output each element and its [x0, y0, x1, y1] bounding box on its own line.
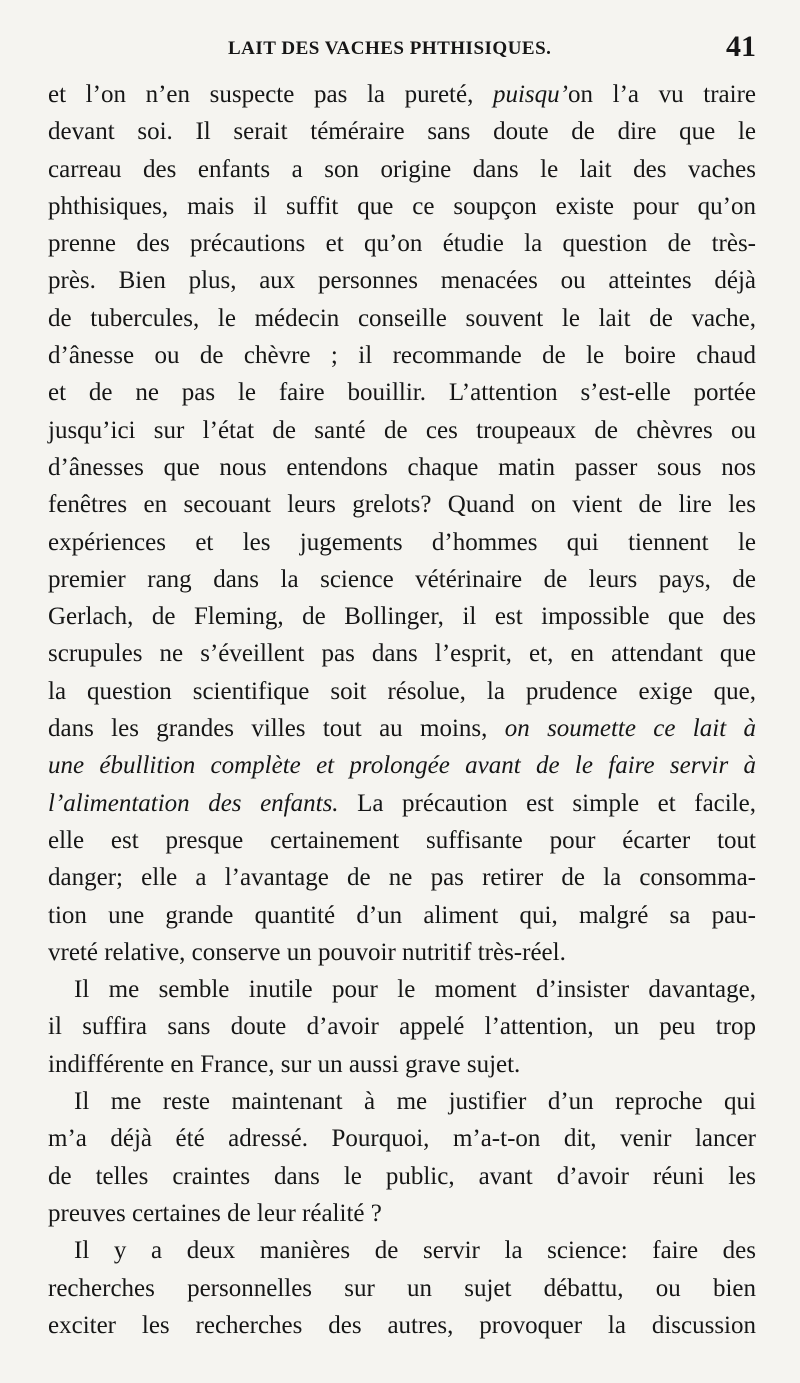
- text-segment: phthisiques, mais il suffit que ce soupçon existe pour qu’on: [48, 192, 756, 220]
- text-line: [48, 934, 756, 971]
- text-segment: recherches personnelles sur un sujet débattu, ou bien: [48, 1274, 756, 1302]
- text-segment: tion une grande quantité d’un aliment qui, malgré sa pau-: [48, 901, 756, 929]
- text-line: [48, 1232, 756, 1269]
- text-segment: devant soi. Il serait téméraire sans doute de dire que le: [48, 118, 756, 146]
- text-line: [48, 225, 756, 262]
- text-segment: jusqu’ici sur l’état de santé de ces troupeaux de chèvres ou: [48, 416, 756, 444]
- text-segment: m’a déjà été adressé. Pourquoi, m’a-t-on dit, venir lancer: [48, 1125, 756, 1153]
- text-segment: Il y a deux manières de servir la science: faire des: [74, 1237, 756, 1265]
- text-line: [48, 673, 756, 710]
- text-line: [48, 598, 756, 635]
- text-line: [48, 971, 756, 1008]
- text-segment: et de ne pas le faire bouillir. L’attention s’est-elle portée: [48, 379, 756, 407]
- text-segment: preuves certaines de leur réalité ?: [48, 1199, 382, 1227]
- text-line: [48, 1195, 756, 1232]
- text-segment: elle est presque certainement suffisante pour écarter tout: [48, 826, 756, 854]
- text-line: [48, 262, 756, 299]
- text-line: [48, 337, 756, 374]
- text-segment: La précaution est simple et facile,: [338, 789, 756, 817]
- text-segment: dans les grandes villes tout au moins,: [48, 715, 505, 743]
- text-segment: d’ânesses que nous entendons chaque matin passer sous nos: [48, 453, 756, 481]
- text-segment: Il me semble inutile pour le moment d’insister davantage,: [74, 976, 756, 1004]
- text-line: [48, 374, 756, 411]
- text-line: [48, 710, 756, 747]
- text-segment: Il me reste maintenant à me justifier d’un reproche qui: [74, 1088, 756, 1116]
- running-title: LAIT DES VACHES PHTHISIQUES.: [228, 38, 552, 59]
- text-line: [48, 859, 756, 896]
- text-line: [48, 1270, 756, 1307]
- text-segment: la question scientifique soit résolue, la prudence exige que,: [48, 677, 756, 705]
- text-line: [48, 188, 756, 225]
- text-line: [48, 1008, 756, 1045]
- text-segment: exciter les recherches des autres, provoquer la discussion: [48, 1311, 756, 1339]
- text-line: [48, 486, 756, 523]
- text-line: [48, 300, 756, 337]
- italic-segment: on soumette ce lait à: [504, 715, 756, 743]
- text-line: [48, 524, 756, 561]
- text-line: [48, 1307, 756, 1344]
- page-header: [48, 30, 756, 70]
- text-segment: et l’on n’en suspecte pas la pureté,: [48, 81, 493, 108]
- body-text: [48, 76, 756, 1344]
- text-line: [48, 1046, 756, 1083]
- text-line: [48, 822, 756, 859]
- text-segment: d’ânesse ou de chèvre ; il recommande de le boire chaud: [48, 342, 756, 370]
- text-line: [48, 897, 756, 934]
- text-line: [48, 1158, 756, 1195]
- text-line: [48, 449, 756, 486]
- text-segment: on l’a vu traire: [567, 81, 756, 108]
- text-segment: scrupules ne s’éveillent pas dans l’esprit, et, en attendant que: [48, 640, 756, 668]
- text-line: [48, 76, 756, 113]
- text-segment: il suffira sans doute d’avoir appelé l’attention, un peu trop: [48, 1013, 756, 1041]
- text-line: [48, 747, 756, 784]
- text-segment: carreau des enfants a son origine dans le lait des vaches: [48, 155, 756, 183]
- text-segment: Gerlach, de Fleming, de Bollinger, il est impossible que des: [48, 603, 756, 631]
- italic-segment: puisqu’: [492, 81, 568, 108]
- text-line: [48, 635, 756, 672]
- text-line: [48, 1120, 756, 1157]
- italic-segment: une ébullition complète et prolongée avant de le faire servir à: [48, 752, 756, 780]
- text-segment: danger; elle a l’avantage de ne pas retirer de la consomma-: [48, 864, 756, 892]
- text-line: [48, 561, 756, 598]
- text-segment: vreté relative, conserve un pouvoir nutritif très-réel.: [48, 938, 566, 966]
- page-number: 41: [726, 30, 756, 63]
- text-segment: de tubercules, le médecin conseille souvent le lait de vache,: [48, 304, 756, 332]
- text-line: [48, 151, 756, 188]
- italic-segment: l’alimentation des enfants.: [48, 789, 339, 817]
- text-segment: premier rang dans la science vétérinaire de leurs pays, de: [48, 565, 756, 593]
- text-segment: de telles craintes dans le public, avant d’avoir réuni les: [48, 1162, 756, 1190]
- text-line: [48, 113, 756, 150]
- text-segment: près. Bien plus, aux personnes menacées ou atteintes déjà: [48, 267, 756, 295]
- text-line: [48, 412, 756, 449]
- text-line: [48, 1083, 756, 1120]
- text-segment: expériences et les jugements d’hommes qui tiennent le: [48, 528, 756, 556]
- text-segment: fenêtres en secouant leurs grelots? Quand on vient de lire les: [48, 491, 756, 519]
- text-line: [48, 785, 756, 822]
- text-segment: prenne des précautions et qu’on étudie la question de très-: [48, 230, 756, 258]
- text-segment: indifférente en France, sur un aussi grave sujet.: [48, 1050, 521, 1078]
